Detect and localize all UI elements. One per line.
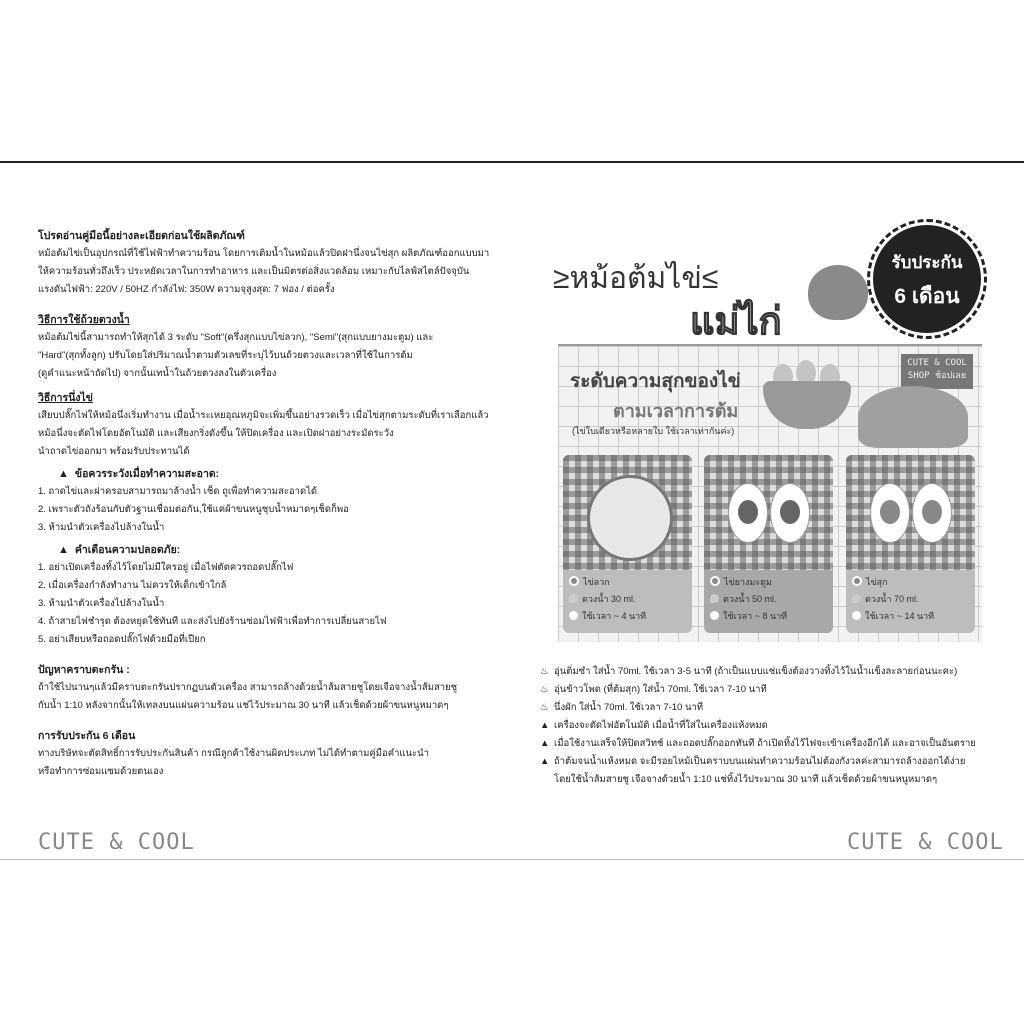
safety-item: 1. อย่าเปิดเครื่องทิ้งไว้โดยไม่มีใครอยู่ เมื่อไฟตัดควรถอดปลั๊กไฟ	[38, 562, 294, 573]
egg-cooker-image	[808, 265, 868, 320]
measuring-line: หม้อต้มไข่นี้สามารถทำให้สุกได้ 3 ระดับ "Soft"(ครึ่งสุกแบบไข่ลวก), "Semi"(สุกแบบยางมะตูม) และ	[38, 332, 434, 343]
badge-line1: รับประกัน	[891, 253, 963, 272]
cleaning-item: 2. เพราะตัวถังร้อนกับตัวฐานเชื่อมต่อกัน,ใช้แค่ผ้าขนหนูชุบน้ำหมาดๆเช็ดก็พอ	[38, 504, 349, 515]
warranty-line: หรือทำการซ่อมแซมด้วยตนเอง	[38, 766, 164, 777]
panel-note: (ไข่ใบเดียวหรือหลายใบ ใช้เวลาเท่ากันค่ะ)	[572, 426, 735, 436]
warranty-line: ทางบริษัทจะตัดสิทธิ์การรับประกันสินค้า กรณีลูกค้าใช้งานผิดประเภท ไม่ได้ทำตามคู่มือคำแนะนำ	[38, 748, 429, 759]
panel-subheading: ตามเวลาการต้ม	[613, 401, 739, 421]
doneness-card-medium	[704, 455, 833, 633]
cleaning-item: 1. ถาดไข่และฝาครอบสามารถมาล้างน้ำ เช็ด ถูเพื่อทำความสะอาดได้	[38, 486, 318, 497]
tip-item: ♨ อุ่นติ่มซำ ใส่น้ำ 70ml. ใช้เวลา 3-5 นาที (ถ้าเป็นแบบแช่แข็งต้องวางทิ้งไว้ในน้ำแข็งละลายก่อนนะคะ)	[540, 663, 1010, 681]
scale-heading: ปัญหาคราบตะกรัน :	[38, 664, 130, 676]
cleaning-heading	[38, 465, 508, 483]
card-time: ใช้เวลา ~ 8 นาที	[710, 608, 833, 625]
steam-icon: ♨	[540, 702, 549, 713]
card-time: ใช้เวลา ~ 14 นาที	[852, 608, 975, 625]
soft-egg-photo	[563, 455, 692, 570]
hen-lid-image	[858, 386, 968, 448]
card-water: ตวงน้ำ 70 ml.	[852, 591, 975, 608]
footer-brand-right: CUTE & COOL	[847, 830, 1004, 855]
product-title-line2: แม่ไก่	[690, 301, 782, 343]
clock-icon	[569, 611, 578, 620]
safety-heading-text: คำเตือนความปลอดภัย:	[74, 544, 181, 556]
warning-icon: ▲	[58, 544, 69, 556]
badge-line2: 6 เดือน	[894, 285, 960, 308]
tip-item: ♨ นึ่งผัก ใส่น้ำ 70ml. ใช้เวลา 7-10 นาที	[540, 699, 1010, 717]
doneness-card-hard	[846, 455, 975, 633]
egg-icon	[710, 576, 720, 586]
steaming-line: เสียบปลั๊กไฟให้หม้อนึ่งเริ่มทำงาน เมื่อน้ำระเหยอุณหภูมิจะเพิ่มขึ้นอย่างรวดเร็ว เมื่อไข่สุกตามระดับที่เราเลือกแล้ว	[38, 410, 489, 421]
egg-cooker-tray-image	[763, 381, 851, 429]
bottom-divider	[0, 859, 1024, 860]
shop-logo-line1: CUTE & COOL	[907, 358, 967, 368]
egg-icon	[569, 576, 579, 586]
right-notes	[540, 663, 1010, 789]
steaming-heading: วิธีการนึ่งไข่	[38, 392, 93, 404]
intro-line: หม้อต้มไข่เป็นอุปกรณ์ที่ใช้ไฟฟ้าทำความร้อน โดยการเติมน้ำในหม้อแล้วปิดฝานึ่งจนไข่สุก ผลิตภัณฑ์ออกแบบมา	[38, 248, 490, 259]
safety-item: 4. ถ้าสายไฟชำรุด ต้องหยุดใช้ทันที และส่งไปยังร้านซ่อมไฟฟ้าเพื่อทำการเปลี่ยนสายไฟ	[38, 616, 387, 627]
panel-heading: ระดับความสุกของไข่	[570, 371, 741, 392]
card-water: ตวงน้ำ 50 ml.	[710, 591, 833, 608]
shop-logo	[901, 354, 973, 389]
clock-icon	[852, 611, 861, 620]
safety-item: 5. อย่าเสียบหรือถอดปลั๊กไฟด้วยมือที่เปียก	[38, 634, 206, 645]
warning-continuation: โดยใช้น้ำส้มสายชู เจือจางด้วยน้ำ 1:10 แช่ทิ้งไว้ประมาณ 30 นาที แล้วเช็ดด้วยผ้าขนหนูหมาดๆ	[554, 774, 938, 785]
shop-logo-line2: SHOP ช้อปเลย	[907, 371, 967, 381]
egg-icon	[852, 576, 862, 586]
scale-line: กับน้ำ 1:10 หลังจากนั้นให้เทลงบนแผ่นความร้อน แช่ไว้ประมาณ 30 นาที แล้วเช็ดด้วยผ้าขนหนูหมาดๆ	[38, 700, 449, 711]
warranty-badge	[870, 222, 984, 336]
medium-egg-photo	[704, 455, 833, 570]
product-title-line1: ≥หม้อต้มไข่≤	[553, 262, 719, 295]
steaming-line: นำถาดไข่ออกมา พร้อมรับประทานได้	[38, 446, 190, 457]
left-column	[38, 227, 508, 781]
steam-icon: ♨	[540, 684, 549, 695]
intro-heading: โปรดอ่านคู่มือนี้อย่างละเอียดก่อนใช้ผลิตภัณฑ์	[38, 230, 245, 242]
warning-item: ▲ เครื่องจะตัดไฟอัตโนมัติ เมื่อน้ำที่ใส่ในเครื่องแห้งหมด	[540, 717, 1010, 735]
water-drop-icon	[569, 594, 578, 603]
card-time: ใช้เวลา ~ 4 นาที	[569, 608, 692, 625]
doneness-card-soft	[563, 455, 692, 633]
hard-egg-photo	[846, 455, 975, 570]
card-water: ตวงน้ำ 30 ml.	[569, 591, 692, 608]
steam-icon: ♨	[540, 666, 549, 677]
warning-icon: ▲	[58, 468, 69, 480]
warning-icon: ▲	[540, 756, 550, 767]
tip-item: ♨ อุ่นข้าวโพด (ที่ต้มสุก) ใส่น้ำ 70ml. ใช้เวลา 7-10 นาที	[540, 681, 1010, 699]
footer-brand-left: CUTE & COOL	[38, 830, 195, 855]
warranty-heading: การรับประกัน 6 เดือน	[38, 730, 136, 742]
safety-item: 3. ห้ามนำตัวเครื่องไปล้างในน้ำ	[38, 598, 165, 609]
warning-item: ▲ ถ้าต้มจนน้ำแห้งหมด จะมีรอยไหม้เป็นคราบบนแผ่นทำความร้อนไม่ต้องกังวลค่ะสามารถล้างออกได้ง่าย	[540, 753, 1010, 771]
warning-item: ▲ เมื่อใช้งานเสร็จให้ปิดสวิทช์ และถอดปลั๊กออกทันที ถ้าเปิดทิ้งไว้ไฟจะเข้าเครื่องอีกได้ และอาจเป็นอันตราย	[540, 735, 1010, 753]
intro-line: ให้ความร้อนทั่วถึงเร็ว ประหยัดเวลาในการทำอาหาร และเป็นมิตรต่อสิ่งแวดล้อม เหมาะกับไลฟ์สไตล์ปัจจุบัน	[38, 266, 470, 277]
doneness-panel	[558, 344, 982, 642]
water-drop-icon	[852, 594, 861, 603]
spec-line: แรงดันไฟฟ้า: 220V / 50HZ กำลังไฟ: 350W ความจุสูงสุด: 7 ฟอง / ต่อครั้ง	[38, 284, 335, 295]
cleaning-heading-text: ข้อควรระวังเมื่อทำความสะอาด:	[74, 468, 220, 480]
scale-line: ถ้าใช้ไปนานๆแล้วมีคราบตะกรันปรากฏบนตัวเครื่อง สามารถล้างด้วยน้ำส้มสายชูโดยเจือจางน้ำส้มสายชู	[38, 682, 458, 693]
warning-icon: ▲	[540, 720, 550, 731]
steaming-line: หม้อนึ่งจะตัดไฟโดยอัตโนมัติ และเสียงกริ่งดังขึ้น ให้ปิดเครื่อง และเปิดฝาอย่างระมัดระวัง	[38, 428, 394, 439]
warning-icon: ▲	[540, 738, 550, 749]
clock-icon	[710, 611, 719, 620]
measuring-line: (ดูคำแนะหน้าถัดไป) จากนั้นเทน้ำในถ้วยตวงลงในตัวเครื่อง	[38, 368, 277, 379]
card-level: ไข่ยางมะตูม	[710, 574, 833, 591]
top-divider	[0, 161, 1024, 163]
card-level: ไข่สุก	[852, 574, 975, 591]
card-level: ไข่ลวก	[569, 574, 692, 591]
water-drop-icon	[710, 594, 719, 603]
safety-heading	[38, 541, 508, 559]
cleaning-item: 3. ห้ามนำตัวเครื่องไปล้างในน้ำ	[38, 522, 165, 533]
measuring-heading: วิธีการใช้ถ้วยตวงน้ำ	[38, 314, 130, 326]
safety-item: 2. เมื่อเครื่องกำลังทำงาน ไม่ควรให้เด็กเข้าใกล้	[38, 580, 227, 591]
measuring-line: "Hard"(สุกทั้งลูก) ปรับโดยใส่ปริมาณน้ำตามตัวเลขที่ระบุไว้บนถ้วยตวงและเวลาที่ใช้ในการต้ม	[38, 350, 413, 361]
